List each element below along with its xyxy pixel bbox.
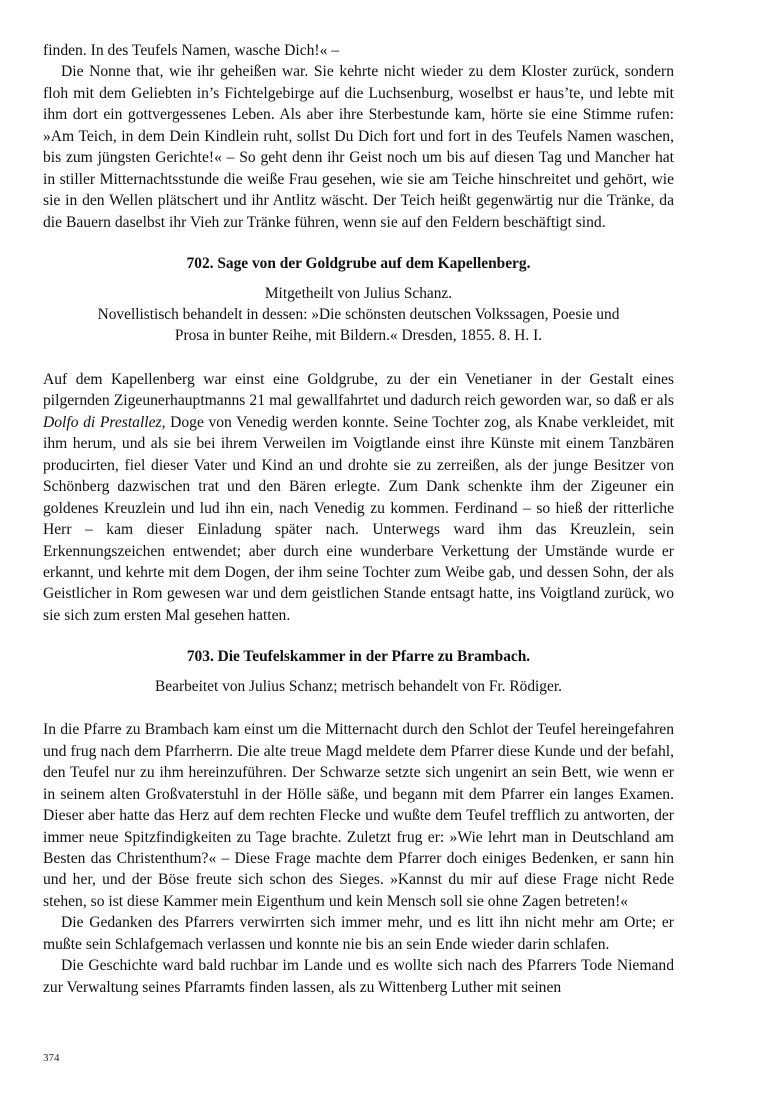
page-body [43, 40, 674, 998]
section-703-meta-line-1: Bearbeitet von Julius Schanz; metrisch behandelt von Fr. Rödiger. [155, 677, 562, 695]
section-702-meta-line-3: Prosa in bunter Reihe, mit Bildern.« Dresden, 1855. 8. H. I. [174, 327, 543, 345]
intro-paragraph-2: Die Nonne that, wie ihr geheißen war. Sie kehrte nicht wieder zu dem Kloster zurück, sondern floh mit dem Geliebten in’s Fichtelgebirge auf die Luchsenburg, woselbst er haus’te, und lebte mit ihm dort ein gottvergessenes Leben. Als aber ihre Sterbestunde kam, hörte sie eine Stimme rufen: »Am Teich, in dem Dein Kindlein ruht, sollst Du Dich fort und fort in des Teufels Namen waschen, bis zum jüngsten Gerichte!« – So geht denn ihr Geist noch um bis auf diesen Tag und Mancher hat in stiller Mitternachtsstunde die weiße Frau gesehen, wie sie am Teiche hinschreitet und gehört, wie sie in den Wellen plätschert und ihr Antlitz wäscht. Der Teich heißt gegenwärtig nur die Tränke, da die Bauern daselbst ihr Vieh zur Tränke führen, wenn sie auf den Feldern beschäftigt sind. [43, 63, 674, 231]
section-702-text-b: Doge von Venedig werden konnte. Seine Tochter zog, als Knabe verkleidet, mit ihm herum, und als sie bei ihrem Verweilen im Voigtlande einst ihre Künste mit einem Tanzbären producirten, fiel dieser Vater und Kind an und drohte sie zu zerreißen, als der junge Besitzer von Schönberg dazwischen trat und den Bären erlegte. Zum Dank schenkte ihm der Zigeuner ein goldenes Kreuzlein und lud ihn ein, nach Venedig zu kommen. Ferdinand – so hieß der ritterliche Herr – kam dieser Einladung später nach. Unterwegs ward ihm das Kreuzlein, sein Erkennungszeichen entwendet; aber durch eine wunderbare Verkettung der Umstände wurde er erkannt, und kehrte mit dem Dogen, der ihm seine Tochter zum Weibe gab, und dessen Sohn, der als Geistlicher in Rom gewesen war und dem geistlichen Stande entsagt hatte, ins Voigtland zurück, wo sie sich zum ersten Mal gesehen hatten. [43, 413, 674, 624]
section-702-text-italic: Dolfo di Prestallez, [43, 413, 166, 431]
section-702-meta-line-2: Novellistisch behandelt in dessen: »Die schönsten deutschen Volkssagen, Poesie und [97, 305, 620, 323]
intro-paragraph-1: finden. In des Teufels Namen, wasche Dich!« – [43, 42, 340, 59]
section-702-title: 702. Sage von der Goldgrube auf dem Kapellenberg. [186, 255, 531, 273]
section-703-paragraph-2: Die Gedanken des Pfarrers verwirrten sich immer mehr, und es litt ihn nicht mehr am Orte; er mußte sein Schlafgemach verlassen und konnte nie bis an sein Ende wieder darin schlafen. [43, 914, 674, 953]
section-703-paragraph-3: Die Geschichte ward bald ruchbar im Lande und es wollte sich nach des Pfarrers Tode Niemand zur Verwaltung seines Pfarramts finden lassen, als zu Wittenberg Luther mit seinen [43, 957, 674, 996]
section-702-text [43, 369, 674, 626]
section-702-meta [43, 283, 674, 347]
section-703-paragraph-1: In die Pfarre zu Brambach kam einst um die Mitternacht durch den Schlot der Teufel hereingefahren und frug nach dem Pfarrherrn. Die alte treue Magd meldete dem Pfarrer diese Kunde und der befahl, den Teufel nur zu ihm hereinzuführen. Der Schwarze setzte sich ungenirt an sein Bett, wie wenn er in seinem alten Großvaterstuhl in der Hölle säße, und begann mit dem Pfarrer ein langes Examen. Dieser aber hatte das Herz auf dem rechten Flecke und wußte dem Teufel trefflich zu antworten, der immer neue Spitzfindigkeiten zu Tage brachte. Zuletzt frug er: »Wie lehrt man in Deutschland am Besten das Christenthum?« – Diese Frage machte dem Pfarrer doch einiges Bedenken, er sann hin und her, und der Böse freute sich schon des Sieges. »Kannst du mir auf diese Frage nicht Rede stehen, so ist diese Kammer mein Eigenthum und kein Mensch soll sie ohne Zagen betreten!« [43, 721, 674, 910]
page-number: 374 [43, 1052, 60, 1064]
section-702-text-a: Auf dem Kapellenberg war einst eine Goldgrube, zu der ein Venetianer in der Gestalt eines pilgernden Zigeunerhauptmanns 21 mal gewallfahrtet und dadurch reich geworden war, so daß er als [43, 370, 674, 410]
section-702-meta-line-1: Mitgetheilt von Julius Schanz. [264, 284, 453, 302]
section-703-meta [43, 676, 674, 697]
section-703-title: 703. Die Teufelskammer in der Pfarre zu Brambach. [186, 648, 531, 666]
